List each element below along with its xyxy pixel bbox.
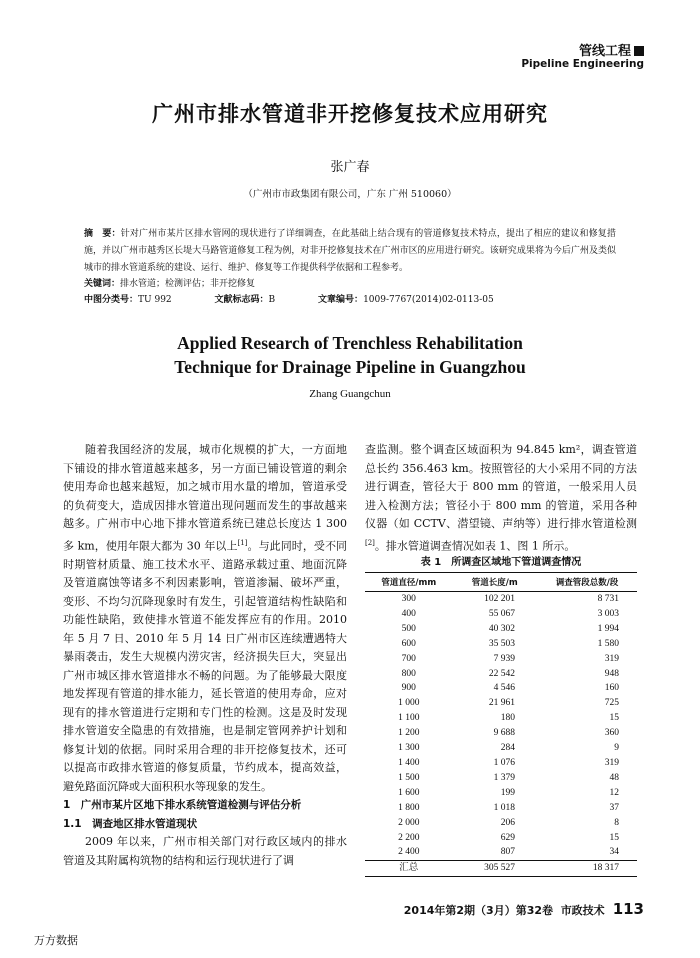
keywords-text: 排水管道；检测评估；非开挖修复 — [120, 279, 256, 289]
cell-diameter: 500 — [401, 623, 416, 634]
section-header-en: Pipeline Engineering — [521, 58, 644, 70]
cell-diameter: 1 100 — [398, 713, 420, 724]
table-row — [365, 831, 637, 846]
cell-diameter: 汇总 — [365, 861, 453, 877]
citation-1[interactable]: [1] — [237, 538, 248, 547]
cell-length: 629 — [500, 832, 515, 843]
cell-segments: 8 — [614, 817, 619, 828]
table-header-segments: 调查管段总数/段 — [537, 573, 637, 592]
table-row — [365, 637, 637, 652]
citation-2[interactable]: [2] — [365, 538, 375, 547]
classification-line — [84, 292, 624, 305]
cell-diameter: 700 — [401, 653, 416, 664]
cell-diameter: 2 400 — [398, 847, 420, 858]
page-footer — [404, 900, 644, 918]
cell-segments: 160 — [604, 683, 619, 694]
table-row — [365, 816, 637, 831]
page-number: 113 — [612, 900, 644, 918]
cell-segments: 9 — [614, 743, 619, 754]
cell-segments: 319 — [604, 757, 619, 768]
table-row — [365, 696, 637, 711]
cell-segments: 8 731 — [597, 594, 619, 604]
right-column — [365, 441, 637, 556]
cell-segments: 18 317 — [537, 861, 637, 877]
table-row — [365, 786, 637, 801]
cell-segments: 3 003 — [597, 608, 619, 619]
cell-diameter: 800 — [401, 668, 416, 679]
table-row — [365, 741, 637, 756]
table-row — [365, 756, 637, 771]
author: 张广春 — [330, 160, 370, 175]
affiliation: （广州市市政集团有限公司，广东 广州 510060） — [243, 189, 457, 200]
cell-segments: 319 — [604, 653, 619, 664]
table-row — [365, 845, 637, 860]
cell-diameter: 2 000 — [398, 817, 420, 828]
cell-diameter: 300 — [401, 594, 416, 604]
cell-diameter: 1 600 — [398, 787, 420, 798]
table-row — [365, 652, 637, 667]
table-row — [365, 726, 637, 741]
left-column — [63, 441, 347, 870]
table-1-caption: 表 1 所调查区域地下管道调查情况 — [420, 557, 582, 568]
cell-length: 199 — [500, 787, 515, 798]
cell-length: 807 — [500, 847, 515, 858]
cell-length: 102 201 — [484, 594, 515, 604]
table-row — [365, 801, 637, 816]
table-row — [365, 607, 637, 622]
cell-length: 180 — [500, 713, 515, 724]
cell-length: 4 546 — [493, 683, 515, 694]
cell-diameter: 1 800 — [398, 802, 420, 813]
cell-segments: 725 — [604, 698, 619, 709]
section-header-cn: 管线工程 — [579, 40, 644, 59]
cell-segments: 34 — [609, 847, 619, 858]
table-row — [365, 771, 637, 786]
paper-title: 广州市排水管道非开挖修复技术应用研究 — [152, 102, 548, 126]
cell-diameter: 2 200 — [398, 832, 420, 843]
table-header-length: 管道长度/m — [453, 573, 537, 592]
journal-name: 市政技术 — [560, 904, 605, 917]
table-header-row — [365, 573, 637, 592]
cell-diameter: 1 000 — [398, 698, 420, 709]
cell-diameter: 600 — [401, 638, 416, 649]
cell-segments: 48 — [609, 772, 619, 783]
cell-segments: 948 — [604, 668, 619, 679]
cell-length: 40 302 — [488, 623, 515, 634]
cell-length: 1 379 — [493, 772, 515, 783]
cell-segments: 12 — [609, 787, 619, 798]
watermark: 万方数据 — [34, 934, 78, 947]
table-1 — [365, 572, 637, 877]
abstract-label: 摘 要： — [84, 229, 121, 239]
intro-paragraph: 随着我国经济的发展，城市化规模的扩大，一方面地下铺设的排水管道越来越多，另一方面已铺设管道的剩余使用寿命也越来越短，加之城市用水量的增加，管道承受的负荷变大，造成因排水管道出现问题而发生的事故越来越多。广州市中心地下排水管道系统已建总长度达 1 300 多 km，使用年限大都为 30 年以上[1]。与此同时，受不同时期管材质量、施工技术水平、道路承载过重、地面沉降及管道腐蚀等诸多不利因素影响，管道渗漏、破坏严重，变形、不均匀沉降现象时有发生，引起管道结构性缺陷和功能性缺陷，致使排水管道不能发挥应有的作用。2010 年 5 月 7 日、2010 年 5 月 14 日广州市区连续遭遇特大暴雨袭击，发生大规模内涝灾害，经济损失巨大，突显出广州市城区排水管道排水不畅的问题。为了能够最大限度地发挥现有管道的排水能力，延长管道的使用寿命，应对现有的排水管道进行定期和专门性的检测。这是及时发现排水管道安全隐患的有效措施，也是制定管网养护计划和修复计划的依据。同时采用合理的非开挖修复技术，还可以提高市政排水管道的修复质量，节约成本，提高效益，避免路面沉降或大面积积水等现象的发生。 — [63, 443, 348, 793]
cell-length: 206 — [500, 817, 515, 828]
cell-length: 9 688 — [493, 728, 515, 739]
abstract-text: 针对广州市某片区排水管网的现状进行了详细调查，在此基础上结合现有的管道修复技术特点，提出了相应的建议和修复措施，并以广州市越秀区长堤大马路管道修复工程为例，对非开挖修复技术在广州市区的应用进行研究。该研究成果将为今后广州及类似城市的排水管道系统的建设、运行、维护、修复等工作提供科学依据和工程参考。 — [84, 229, 616, 273]
section-1-1-paragraph: 2009 年以来，广州市相关部门对行政区域内的排水管道及其附属构筑物的结构和运行现状进行了调 — [63, 835, 347, 867]
cell-length: 284 — [500, 743, 515, 754]
cell-length: 55 067 — [488, 608, 515, 619]
cell-length: 305 527 — [453, 861, 537, 877]
abstract — [84, 226, 616, 277]
cell-diameter: 1 300 — [398, 743, 420, 754]
article-number: 文章编号：1009-7767(2014)02-0113-05 — [318, 295, 494, 305]
table-row — [365, 711, 637, 726]
cell-diameter: 900 — [401, 683, 416, 694]
cell-diameter: 1 200 — [398, 728, 420, 739]
table-row — [365, 592, 637, 607]
cell-segments: 360 — [604, 728, 619, 739]
table-row — [365, 681, 637, 696]
keywords — [84, 276, 255, 289]
cell-length: 22 542 — [488, 668, 515, 679]
section-1-1-paragraph-cont: 查监测。整个调查区域面积为 94.845 km²，调查管道总长约 356.463 km。按照管径的大小采用不同的方法进行调查，管径大于 800 mm 的管道，一般采用人员进入检测方法；管径小于 800 mm 的管道，采用各种仪器（如 CCTV、潜望镜、声纳等）进行排水管道检测[2]。排水管道调查情况如表 1、图 1 所示。 — [365, 443, 637, 553]
cell-length: 1 076 — [493, 757, 515, 768]
section-square-icon — [634, 46, 644, 56]
cell-length: 21 961 — [488, 698, 515, 709]
cell-length: 1 018 — [493, 802, 515, 813]
cell-diameter: 1 500 — [398, 772, 420, 783]
table-header-diameter: 管道直径/mm — [365, 573, 453, 592]
cell-segments: 37 — [609, 802, 619, 813]
clc-number: 中图分类号：TU 992 — [84, 295, 172, 305]
english-author: Zhang Guangchun — [309, 388, 391, 400]
document-code: 文献标志码：B — [214, 295, 276, 305]
table-row — [365, 622, 637, 637]
cell-length: 7 939 — [493, 653, 515, 664]
cell-segments: 1 994 — [597, 623, 619, 634]
issue-info: 2014年第2期（3月）第32卷 — [403, 904, 554, 917]
section-1-1-heading: 1.1 调查地区排水管道现状 — [63, 817, 198, 830]
table-total-row — [365, 861, 637, 877]
cell-length: 35 503 — [488, 638, 515, 649]
cell-diameter: 1 400 — [398, 757, 420, 768]
keywords-label: 关键词： — [84, 279, 121, 289]
section-1-heading: 1 广州市某片区地下排水系统管道检测与评估分析 — [63, 799, 302, 812]
cell-segments: 1 580 — [597, 638, 619, 649]
english-title: Applied Research of Trenchless Rehabilitation Technique for Drainage Pipeline in Guangzhou — [174, 333, 526, 377]
cell-diameter: 400 — [401, 608, 416, 619]
table-row — [365, 667, 637, 682]
cell-segments: 15 — [609, 832, 619, 843]
cell-segments: 15 — [609, 713, 619, 724]
